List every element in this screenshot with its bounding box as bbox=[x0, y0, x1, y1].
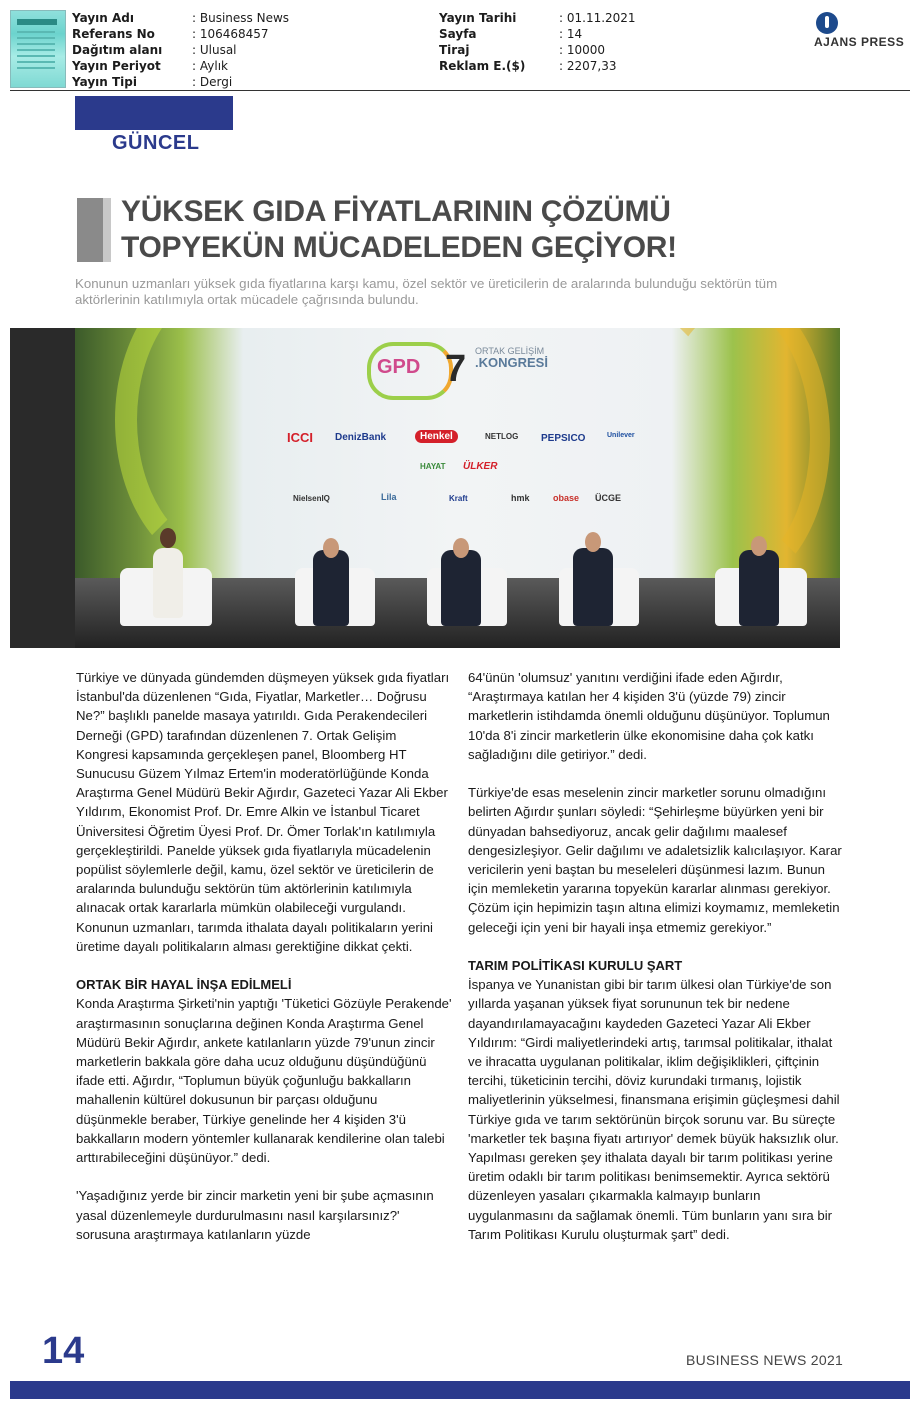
panelist-moderator bbox=[153, 548, 183, 618]
sponsor-logo: DenizBank bbox=[335, 432, 387, 443]
sponsor-logo: NielsenIQ bbox=[293, 494, 330, 503]
meta-value: : Aylık bbox=[192, 59, 228, 73]
meta-label: Yayın Tarihi bbox=[439, 11, 517, 25]
sponsor-logo: PEPSICO bbox=[541, 433, 586, 444]
sponsor-logo: Lila bbox=[381, 492, 397, 502]
paragraph: 64'ünün 'olumsuz' yanıtını verdiğini ifade eden Ağırdır, “Araştırmaya katılan her 4 kişiden 3'ü (yüzde 79) zincir marketlerin istihdamda önemli olduğunu düşünüyor. Toplumun 10'da 8'i zincir marketlerin ülke ekonomisine daha çok katkı sağladığını dile getiriyor.” dedi. bbox=[468, 670, 830, 762]
sponsor-logo: obase bbox=[553, 493, 580, 503]
paragraph: Türkiye'de esas meselenin zincir marketler sorunu olmadığını belirten Ağırdır şunları söyledi: “Şehirleşme büyürken yeni bir dünyadan bahsediyoruz, ancak gelir dağılımı maalesef dengesizleşiyor. Gelir dağılımı ve adaletsizlik kalıcılaşıyor. Karar vericilerin yeni baştan bu meseleleri düşünmesi lazım. Bunun için memleketin yararına topyekün kararlar alınması gerekiyor. Çözüm için hepimizin taşın altına elimizi koymamız, memleketin geleceği için yeni bir hayali inşa etmemiz gerekiyor.” bbox=[468, 785, 842, 935]
publication-footer: BUSINESS NEWS 2021 bbox=[686, 1352, 844, 1368]
panelist-head bbox=[585, 532, 601, 552]
panelist bbox=[573, 548, 613, 626]
event-name bbox=[475, 346, 548, 370]
section-label: GÜNCEL bbox=[112, 132, 200, 154]
meta-value: : 01.11.2021 bbox=[559, 11, 636, 25]
paragraph: Türkiye ve dünyada gündemden düşmeyen yüksek gıda fiyatları İstanbul'da düzenlenen “Gıda, Fiyatlar, Marketler… Doğrusu Ne?” başlıklı panelde masaya yatırıldı. Gıda Perakendecileri Derneği (GPD) tarafından düzenlenen 7. Ortak Gelişim Kongresi kapsamında gerçekleşen panel, Bloomberg HT Sunucusu Güzem Yılmaz Ertem'in moderatörlüğünde Konda Araştırma Genel Müdürü Bekir Ağırdır, Gazeteci Yazar Ali Ekber Yıldırım, Ekonomist Prof. Dr. Emre Alkin ve İstanbul Ticaret Üniversitesi Öğretim Üyesi Prof. Dr. Ömer Torlak'ın katılımıyla gerçekleştirildi. Panelde yüksek gıda fiyatlarıyla mücadelenin popülist söylemlerle değil, kamu, özel sektör ve üreticilerin de aralarında bulunduğu sektörün tüm aktörlerinin katılımıyla alınacak ortak kararlarla mümkün olabileceği vurgulandı. Konunun uzmanları, tarımda ithalata dayalı politikaların yerini üretime dayalı politikaların alması gerektiğine dikkat çekti. bbox=[76, 670, 450, 954]
panel-photo bbox=[75, 328, 840, 648]
subheading: TARIM POLİTİKASI KURULU ŞART bbox=[468, 958, 683, 974]
paragraph: İspanya ve Yunanistan gibi bir tarım ülkesi olan Türkiye'de son yıllarda yaşanan yüksek fiyat sorununun tek bir nedene dayandırılamayacağını kaydeden Gazeteci Yazar Ali Ekber Yıldırım: “Girdi maliyetlerindeki artış, tarımsal politikalar, ithalat ve ihracatta uygulanan politikalar, iklim değişiklikleri, çiftçinin tercihi, tüketicinin tercihi, döviz kurundaki tırmanış, lojistik maliyetlerinin yükselmesi, finansmana erişimin güçleşmesi dahil Türkiye gıda ve tarım sektörünün birçok sorunu var. Bu süreçte 'marketler tek başına fiyatı artırıyor' demek büyük haksızlık olur. Yapılması gereken şey ithalata dayalı bir tarım politikası yerine üretim odaklı bir tarım politikası benimsemektir. Ayrıca sektörü düzenleyen yasaları çıkarmakla kalmayıp bunların uygulanmasını da sağlamak önemli. Tüm bunların yanı sıra bir Tarım Politikası Kurulu oluşturmak şart” dedi. bbox=[468, 977, 840, 1242]
paragraph: 'Yaşadığınız yerde bir zincir marketin yeni bir şube açmasının yasal düzenlemeyle durdurulmasını nasıl karşılarsınız?' sorusuna araştırmaya katılanların yüzde bbox=[76, 1188, 434, 1242]
meta-label: Yayın Adı bbox=[72, 11, 134, 25]
panelist bbox=[313, 550, 349, 626]
panelist-head bbox=[160, 528, 176, 548]
article-title bbox=[121, 194, 761, 266]
title-line-1: YÜKSEK GIDA FİYATLARININ ÇÖZÜMÜ bbox=[121, 195, 671, 228]
panelist bbox=[441, 550, 481, 626]
meta-value: : Ulusal bbox=[192, 43, 237, 57]
meta-label: Yayın Tipi bbox=[72, 75, 137, 89]
section-bar bbox=[75, 96, 233, 130]
meta-left bbox=[72, 10, 372, 90]
header-divider bbox=[10, 90, 910, 91]
meta-value: : Dergi bbox=[192, 75, 233, 89]
meta-value: : Business News bbox=[192, 11, 290, 25]
panelist bbox=[739, 550, 779, 626]
sponsor-logo: hmk bbox=[511, 493, 530, 503]
stage-arc-right bbox=[640, 328, 830, 588]
panelist-head bbox=[323, 538, 339, 558]
title-accent-bar bbox=[77, 198, 111, 262]
sponsor-logo: ÜCGE bbox=[595, 493, 622, 503]
publication-thumbnail bbox=[10, 10, 66, 88]
meta-value: : 106468457 bbox=[192, 27, 269, 41]
event-number: 7 bbox=[445, 348, 467, 390]
sponsor-logo: ICCI bbox=[287, 430, 313, 445]
meta-right bbox=[439, 10, 699, 74]
page-number: 14 bbox=[42, 1330, 85, 1372]
article-column-left bbox=[76, 668, 452, 1244]
event-name-small: ORTAK GELİŞİM bbox=[475, 346, 545, 356]
panelist-head bbox=[453, 538, 469, 558]
sponsor-logo: Unilever bbox=[607, 432, 635, 439]
gpd-logo: GPD bbox=[377, 356, 421, 378]
event-name-main: .KONGRESİ bbox=[475, 355, 548, 370]
sponsor-logo: Henkel bbox=[415, 430, 458, 443]
sponsor-logo: Kraft bbox=[449, 494, 468, 503]
ajans-press-logo: AJANS PRESS bbox=[814, 35, 905, 49]
sponsor-logo: HAYAT bbox=[420, 462, 446, 471]
meta-label: Yayın Periyot bbox=[72, 59, 161, 73]
article-lead: Konunun uzmanları yüksek gıda fiyatlarına karşı kamu, özel sektör ve üreticilerin de aralarında bulunduğu sektörün tüm aktörlerinin katılımıyla ortak mücadele çağrısında bulundu. bbox=[75, 276, 778, 307]
title-line-2: TOPYEKÜN MÜCADELEDEN GEÇİYOR! bbox=[121, 231, 677, 264]
article-column-right bbox=[468, 668, 842, 1244]
meta-value: : 2207,33 bbox=[559, 59, 617, 73]
stage-arc-left bbox=[115, 328, 329, 572]
meta-label: Referans No bbox=[72, 27, 155, 41]
meta-value: : 10000 bbox=[559, 43, 606, 57]
sponsor-logo: NETLOG bbox=[485, 432, 519, 441]
meta-label: Dağıtım alanı bbox=[72, 43, 163, 57]
meta-label: Reklam E.($) bbox=[439, 59, 526, 73]
meta-value: : 14 bbox=[559, 27, 583, 41]
panelist-head bbox=[751, 536, 767, 556]
ajans-press-logo-icon bbox=[816, 12, 838, 34]
subheading: ORTAK BİR HAYAL İNŞA EDİLMELİ bbox=[76, 977, 292, 993]
sponsor-logo: ÜLKER bbox=[463, 461, 498, 472]
footer-bar bbox=[10, 1381, 910, 1399]
meta-label: Tiraj bbox=[439, 43, 470, 57]
paragraph: Konda Araştırma Şirketi'nin yaptığı 'Tüketici Gözüyle Perakende' araştırmasının sonuçlarına değinen Konda Araştırma Genel Müdürü Bekir Ağırdır, ankete katılanların yüzde 79'unun zincir marketlerin bakkala göre daha ucuz olduğunu düşündüğünü ifade etti. Ağırdır, “Toplumun büyük çoğunluğu bakkalların mahallenin kültürel dokusunun bir parçası olduğunu düşünmekle beraber, Türkiye genelinde her 4 kişiden 3'ü bakkalların modern yöntemler kullanarak kendilerine olan talebi arttırabileceğini düşünüyor.” dedi. bbox=[76, 996, 452, 1166]
meta-label: Sayfa bbox=[439, 27, 477, 41]
